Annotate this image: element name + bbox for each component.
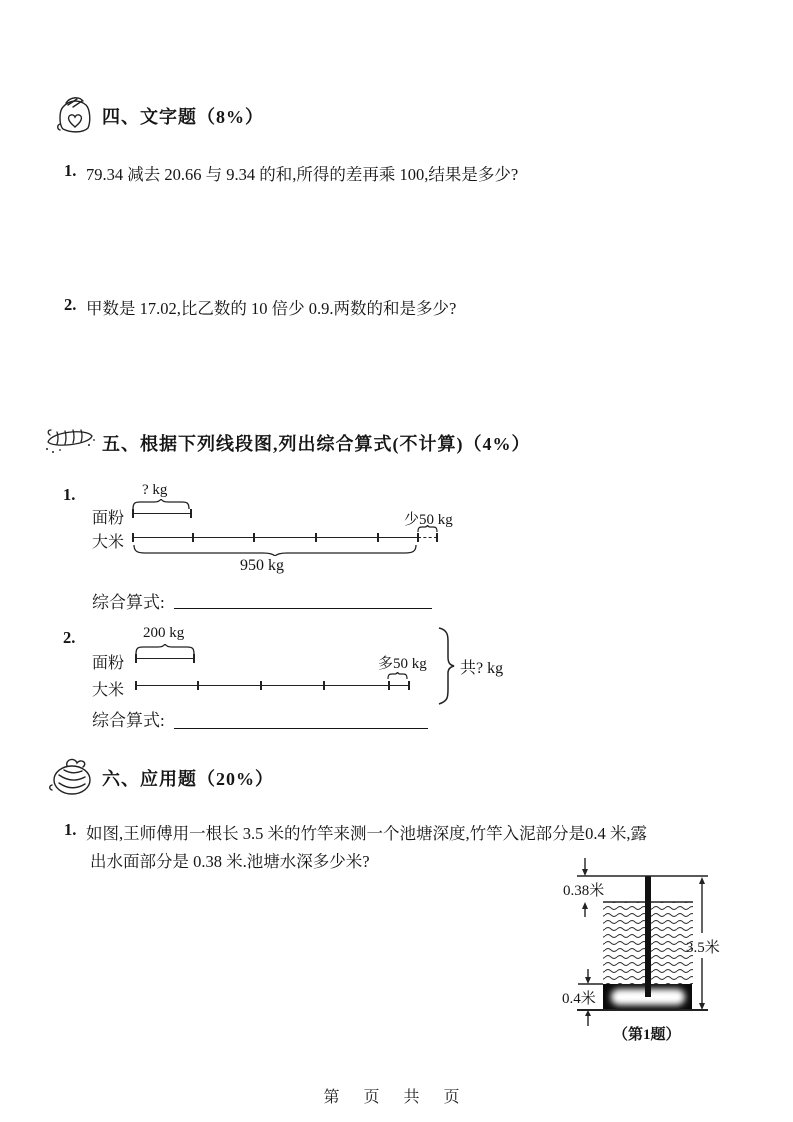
flour-amount-label: ? kg: [142, 482, 168, 498]
small-overbrace: [387, 672, 408, 679]
figure-caption: （第1题）: [613, 1027, 681, 1043]
section-six-question-line-2: 出水面部分是 0.38 米.池塘水深多少米?: [90, 852, 370, 871]
question-number: 1.: [64, 161, 77, 180]
section-five-heading: 五、根据下列线段图,列出综合算式(不计算)（4%）: [102, 434, 531, 454]
flour-label: 面粉: [92, 655, 125, 672]
flour-line: [135, 658, 195, 659]
diagram-number: 1.: [63, 485, 76, 504]
pole-length-dimension-label: 3.5米: [686, 940, 720, 956]
less-50kg-label: 少50 kg: [404, 512, 453, 528]
mud-depth-dimension-label: 0.4米: [562, 991, 596, 1007]
question-number: 2.: [64, 295, 77, 314]
section-four-heading: 四、文字题（8%）: [102, 107, 264, 127]
diagram-number: 2.: [63, 628, 76, 647]
above-water-dimension-label: 0.38米: [563, 883, 605, 899]
doodle-icon-teapot: [56, 94, 94, 136]
overbrace: [132, 499, 190, 509]
doodle-icon-caterpillar: [44, 421, 96, 455]
flour-line: [132, 513, 192, 514]
rice-label: 大米: [92, 534, 125, 551]
question-number: 1.: [64, 820, 77, 839]
rice-label: 大米: [92, 682, 125, 699]
rice-line: [132, 537, 418, 538]
pond-depth-figure: [545, 855, 745, 1047]
together-total-label: 共? kg: [460, 660, 504, 677]
expression-label: 综合算式:: [92, 593, 165, 612]
section-four-question-2: 甲数是 17.02,比乙数的 10 倍少 0.9.两数的和是多少?: [86, 299, 457, 318]
small-overbrace: [417, 525, 438, 532]
more-50kg-label: 多50 kg: [378, 656, 427, 672]
page-footer: 第 页 共 页: [323, 1089, 470, 1106]
rice-line: [135, 685, 410, 686]
right-brace: [437, 627, 455, 705]
section-four-question-1: 79.34 减去 20.66 与 9.34 的和,所得的差再乘 100,结果是多少?: [86, 165, 519, 184]
total-950kg-label: 950 kg: [240, 557, 284, 574]
overbrace: [135, 644, 195, 654]
doodle-icon-pumpkin: [46, 755, 98, 797]
flour-amount-label: 200 kg: [143, 625, 185, 641]
answer-blank-line: [174, 728, 428, 729]
answer-blank-line: [174, 608, 432, 609]
section-six-heading: 六、应用题（20%）: [102, 769, 274, 789]
expression-label: 综合算式:: [92, 711, 165, 730]
rice-line-dashed-extension: [418, 537, 437, 538]
underbrace: [133, 545, 417, 556]
section-six-question-line-1: 如图,王师傅用一根长 3.5 米的竹竿来测一个池塘深度,竹竿入泥部分是0.4 米,露: [86, 824, 647, 843]
flour-label: 面粉: [92, 510, 125, 527]
